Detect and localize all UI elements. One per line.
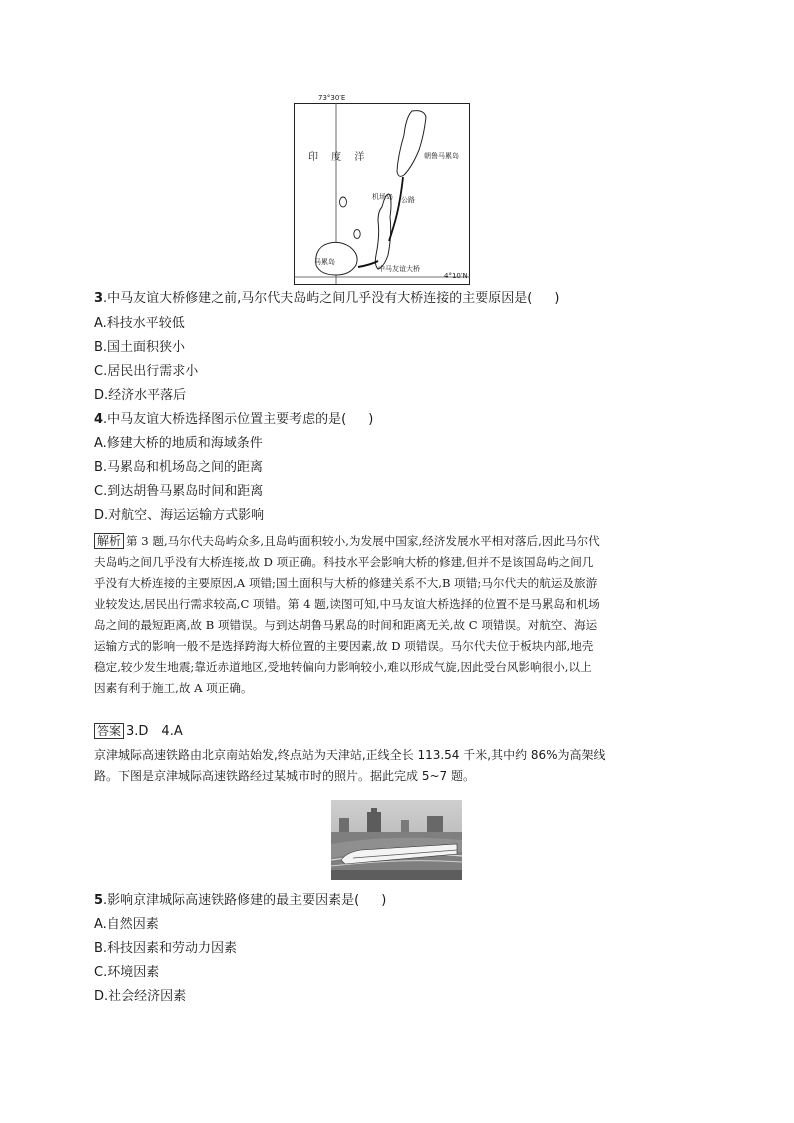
train-photo-drawing: [331, 800, 462, 880]
q3-option-b: B.国土面积狭小: [94, 340, 186, 355]
q3-option-c: C.居民出行需求小: [94, 364, 199, 379]
question-4-stem: [94, 411, 373, 429]
answer-tag: 答案: [94, 723, 124, 739]
bridge-label: 中马友谊大桥: [378, 265, 420, 273]
question-text: .中马友谊大桥修建之前,马尔代夫岛屿之间几乎没有大桥连接的主要原因是(: [103, 291, 533, 306]
map-drawing: [294, 95, 470, 285]
q4-option-c: C.到达胡鲁马累岛时间和距离: [94, 484, 264, 499]
question-number: 5: [94, 893, 104, 908]
question-paren: ): [554, 291, 560, 306]
question-text: .影响京津城际高速铁路修建的最主要因素是(: [103, 893, 360, 908]
passage-line: 京津城际高速铁路由北京南站始发,终点站为天津站,正线全长 113.54 千米,其中约 86%为高架线: [94, 748, 606, 762]
explanation-line: 乎没有大桥连接的主要原因,A 项错;国土面积与大桥的修建关系不大,B 项错;马尔代夫的航运及旅游: [94, 576, 598, 590]
male-island-label: 马累岛: [314, 258, 335, 266]
answer-text: 3.D 4.A: [126, 724, 183, 739]
q5-option-a: A.自然因素: [94, 917, 159, 932]
high-speed-rail-photo: [331, 800, 462, 880]
q5-option-c: C.环境因素: [94, 965, 160, 980]
question-3-stem: [94, 290, 559, 308]
explanation-line: 夫岛屿之间几乎没有大桥连接,故 D 项正确。科技水平会影响大桥的修建,但并不是该国岛屿之间几: [94, 555, 594, 569]
explanation-line: 因素有利于施工,故 A 项正确。: [94, 681, 253, 695]
answer-line: [94, 723, 183, 741]
ocean-label: 印 度 洋: [308, 152, 370, 163]
hulhumale-label: 朝鲁马累岛: [424, 152, 459, 160]
explanation-block: [94, 531, 702, 699]
q3-option-a: A.科技水平较低: [94, 316, 185, 331]
passage-block: [94, 745, 702, 787]
longitude-label: 73°30′E: [318, 94, 346, 102]
q4-option-b: B.马累岛和机场岛之间的距离: [94, 460, 264, 475]
explanation-line: 稳定,较少发生地震;靠近赤道地区,受地转偏向力影响较小,难以形成气旋,因此受台风影响很小,以上: [94, 660, 592, 674]
question-text: .中马友谊大桥选择图示位置主要考虑的是(: [103, 412, 347, 427]
question-number: 3: [94, 291, 104, 306]
explanation-text: 第 3 题,马尔代夫岛屿众多,且岛屿面积较小,为发展中国家,经济发展水平相对落后,因此马尔代: [126, 534, 600, 548]
passage-line: 路。下图是京津城际高速铁路经过某城市时的照片。据此完成 5~7 题。: [94, 769, 475, 783]
road-label: 公路: [401, 196, 415, 204]
q4-option-d: D.对航空、海运运输方式影响: [94, 508, 265, 523]
q5-option-d: D.社会经济因素: [94, 989, 187, 1004]
explanation-line: [94, 531, 702, 552]
explanation-line: 岛之间的最短距离,故 B 项错误。与到达胡鲁马累岛的时间和距离无关,故 C 项错误。对航空、海运: [94, 618, 598, 632]
latitude-label: 4°10′N: [444, 272, 468, 280]
question-paren: ): [368, 412, 374, 427]
q4-option-a: A.修建大桥的地质和海域条件: [94, 436, 263, 451]
explanation-line: 业较发达,居民出行需求较高,C 项错。第 4 题,读图可知,中马友谊大桥选择的位置不是马累岛和机场: [94, 597, 600, 611]
maldives-map-figure: [294, 95, 470, 285]
q5-option-b: B.科技因素和劳动力因素: [94, 941, 238, 956]
explanation-tag: 解析: [94, 533, 124, 549]
airport-island-label: 机场岛: [372, 193, 393, 201]
question-number: 4: [94, 412, 104, 427]
question-5-stem: [94, 892, 386, 910]
question-paren: ): [381, 893, 387, 908]
q3-option-d: D.经济水平落后: [94, 388, 187, 403]
explanation-line: 运输方式的影响一般不是选择跨海大桥位置的主要因素,故 D 项错误。马尔代夫位于板块内部,地壳: [94, 639, 594, 653]
